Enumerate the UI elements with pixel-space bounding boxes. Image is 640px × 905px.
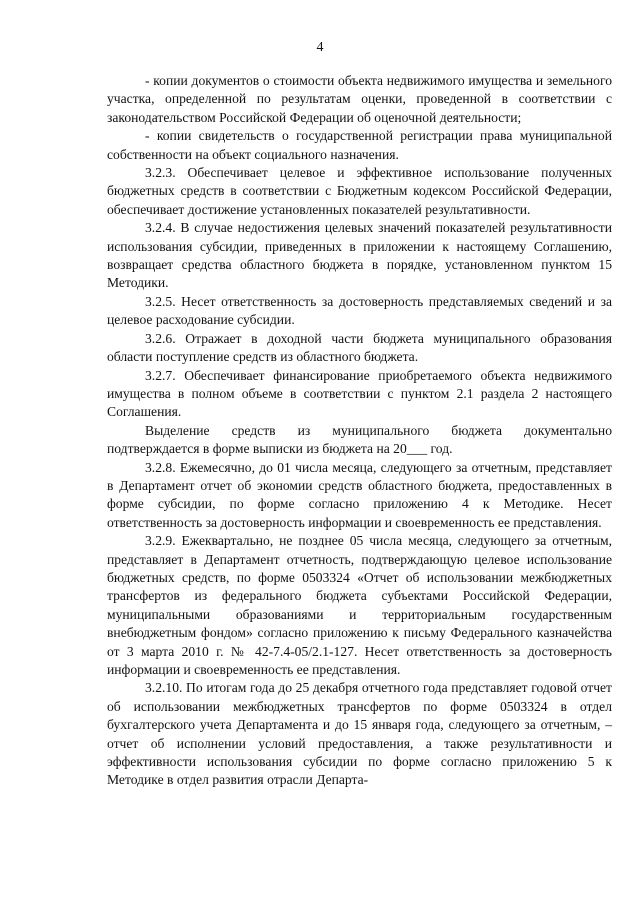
document-body: [107, 72, 612, 790]
paragraph-3-2-10: 3.2.10. По итогам года до 25 декабря отчетного года представляет годовой отчет об использовании межбюджетных трансфертов по форме 0503324 в отдел бухгалтерского учета Департамента и до 15 января года, следующего за отчетным, – отчет об исполнении условий предоставления, а также результативности и эффективности использования субсидии по форме согласно приложению 5 к Методике в отдел развития отрасли Департа-: [107, 680, 612, 788]
paragraph-3-2-5: 3.2.5. Несет ответственность за достоверность представляемых сведений и за целевое расходование субсидии.: [107, 293, 612, 328]
paragraph-budget-allocation: Выделение средств из муниципального бюджета документально подтверждается в форме выписки из бюджета на 20___ год.: [107, 422, 612, 457]
paragraph-3-2-7: 3.2.7. Обеспечивает финансирование приобретаемого объекта недвижимого имущества в полном объеме в соответствии с пунктом 2.1 раздела 2 настоящего Соглашения.: [107, 367, 612, 420]
paragraph-3-2-8: 3.2.8. Ежемесячно, до 01 числа месяца, следующего за отчетным, представляет в Департамент отчет об экономии средств областного бюджета, предоставленных в форме субсидии, по форме согласно приложению 4 к Методике. Несет ответственность за достоверность информации и своевременность ее представления.: [107, 459, 612, 530]
paragraph-3-2-4: 3.2.4. В случае недостижения целевых значений показателей результативности использования субсидии, приведенных в приложении к настоящему Соглашению, возвращает средства областного бюджета в порядке, установленном пунктом 15 Методики.: [107, 220, 612, 291]
paragraph-3-2-9: 3.2.9. Ежеквартально, не позднее 05 числа месяца, следующего за отчетным, представляет в Департамент отчетность, подтверждающую целевое использование бюджетных средств, по форме 0503324 «Отчет об использовании межбюджетных трансфертов из федерального бюджета субъектами Российской Федерации, муниципальными образованиями и территориальным государственным внебюджетным фондом» согласно приложению к письму Федерального казначейства от 3 марта 2010 г. № 42-7.4-05/2.1-127. Несет ответственность за достоверность информации и своевременность ее представления.: [107, 533, 612, 677]
paragraph-copies-certificates: - копии свидетельств о государственной регистрации права муниципальной собственности на объект социального назначения.: [107, 128, 612, 162]
page-number: 4: [316, 40, 324, 55]
paragraph-copies-valuation: - копии документов о стоимости объекта недвижимого имущества и земельного участка, определенной по результатам оценки, проведенной в соответствии с законодательством Российской Федерации об оценочной деятельности;: [107, 73, 612, 125]
paragraph-3-2-3: 3.2.3. Обеспечивает целевое и эффективное использование полученных бюджетных средств в соответствии с Бюджетным кодексом Российской Федерации, обеспечивает достижение установленных показателей результативности.: [107, 165, 612, 217]
paragraph-3-2-6: 3.2.6. Отражает в доходной части бюджета муниципального образования области поступление средств из областного бюджета.: [107, 330, 612, 365]
